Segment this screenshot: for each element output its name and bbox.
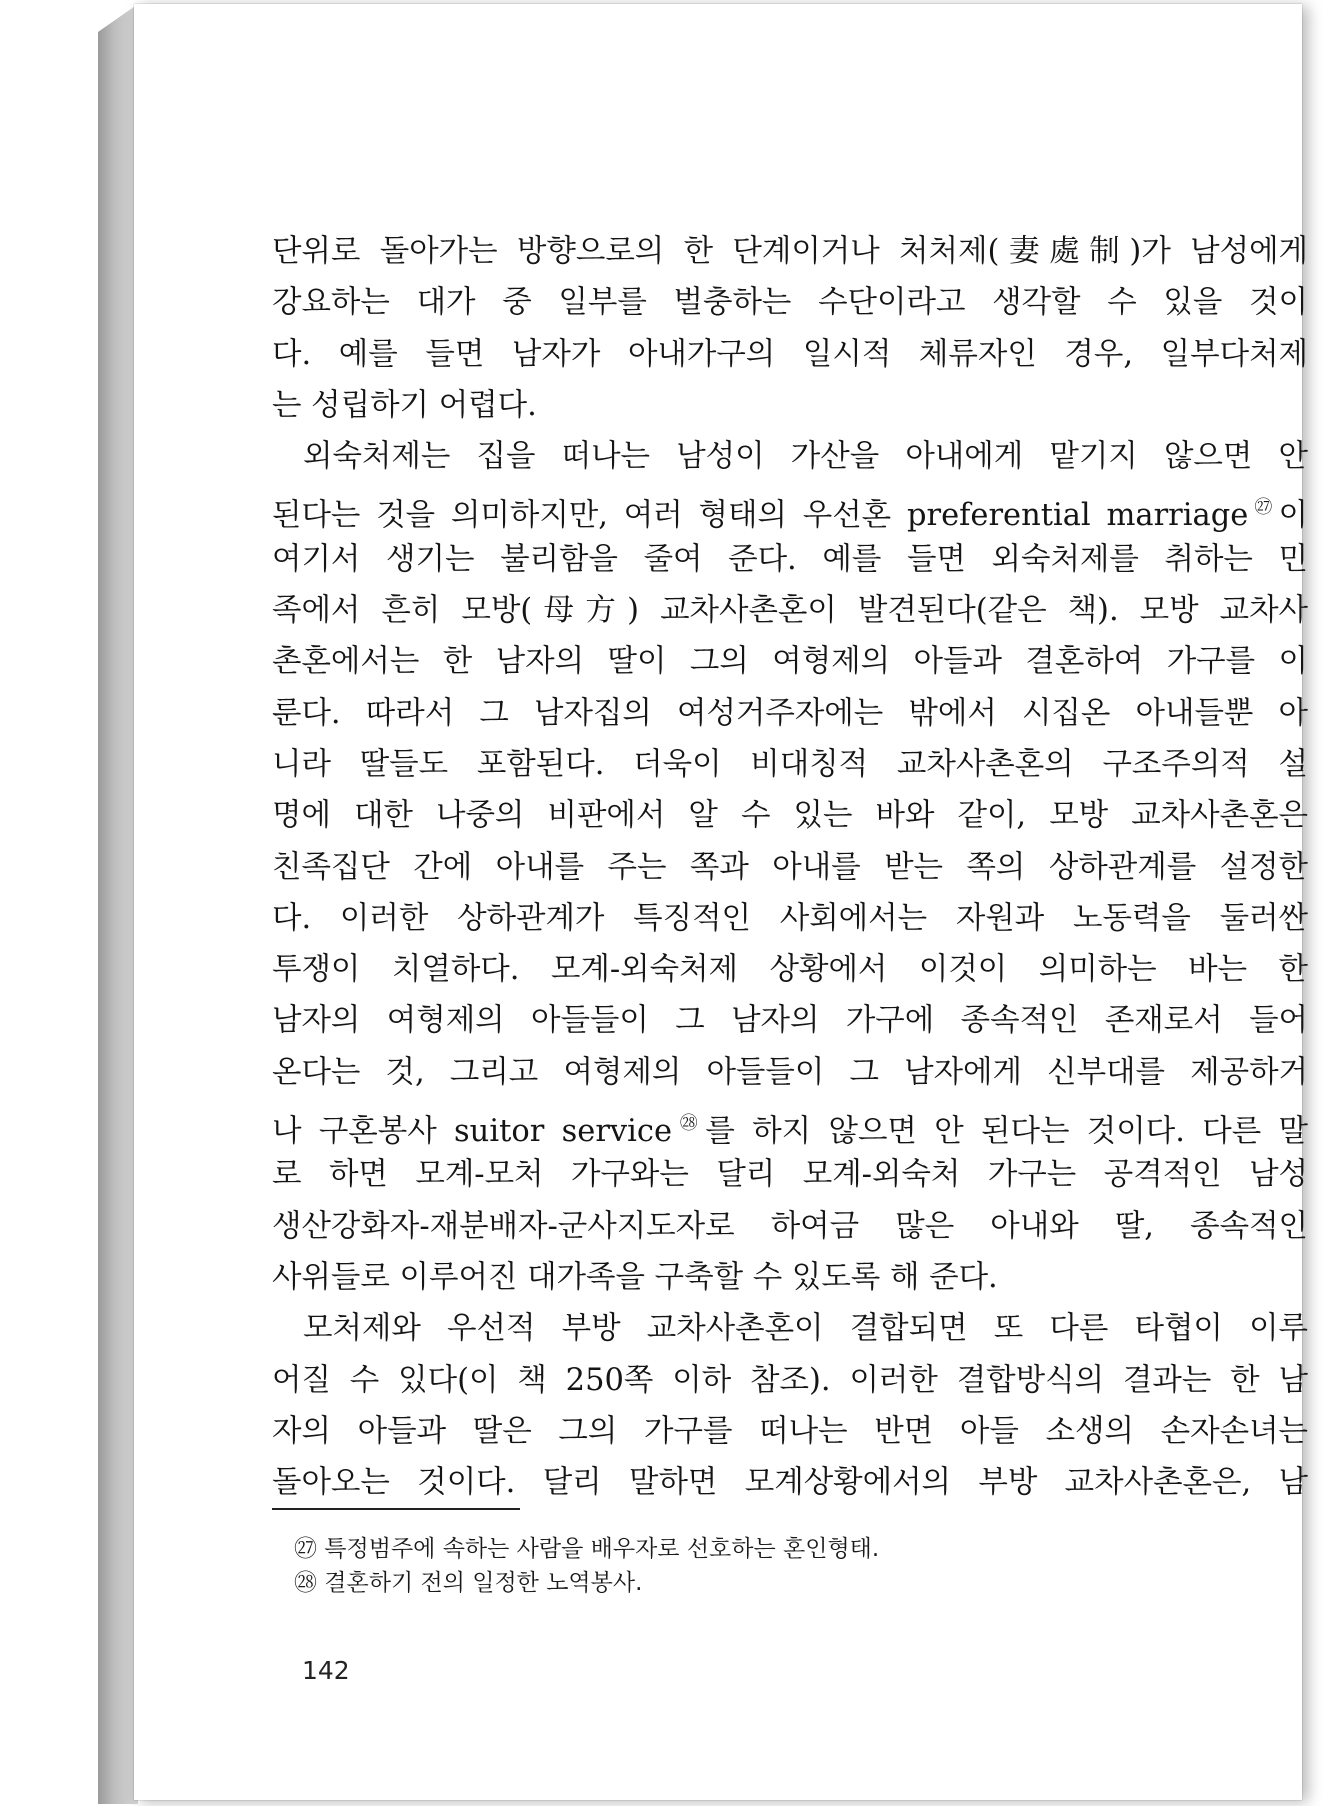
body-line: 사위들로 이루어진 대가족을 구축할 수 있도록 해 준다.: [272, 1259, 998, 1295]
page-number: 142: [302, 1656, 350, 1685]
footnote-28: ㉘ 결혼하기 전의 일정한 노역봉사.: [294, 1570, 643, 1596]
body-line-text: 나 구혼봉사 suitor service: [272, 1114, 673, 1150]
body-line: 촌혼에서는 한 남자의 딸이 그의 여형제의 아들과 결혼하여 가구를 이: [272, 644, 1308, 680]
body-line: 여기서 생기는 불리함을 줄여 준다. 예를 들면 외숙처제를 취하는 민: [272, 541, 1308, 577]
body-line: 룬다. 따라서 그 남자집의 여성거주자에는 밖에서 시집온 아내들뿐 아: [272, 695, 1308, 731]
body-line: 어질 수 있다(이 책 250쪽 이하 참조). 이러한 결합방식의 결과는 한 남: [272, 1362, 1308, 1398]
body-line: 는 성립하기 어렵다.: [272, 387, 537, 423]
body-line: 외숙처제는 집을 떠나는 남성이 가산을 아내에게 맡기지 않으면 안: [303, 439, 1308, 475]
body-line: 명에 대한 나중의 비판에서 알 수 있는 바와 같이, 모방 교차사촌혼은: [272, 798, 1308, 834]
footnote-27: ㉗ 특정범주에 속하는 사람을 배우자로 선호하는 혼인형태.: [294, 1536, 880, 1562]
footnote-divider: [272, 1508, 520, 1510]
body-line: 로 하면 모계-모처 가구와는 달리 모계-외숙처 가구는 공격적인 남성: [272, 1157, 1308, 1193]
body-line-text: 된다는 것을 의미하지만, 여러 형태의 우선혼 preferential marriage: [272, 498, 1249, 534]
footnote-mark-27: ㉗: [1248, 497, 1279, 519]
body-line: 온다는 것, 그리고 여형제의 아들들이 그 남자에게 신부대를 제공하거: [272, 1054, 1308, 1090]
body-line: 투쟁이 치열하다. 모계-외숙처제 상황에서 이것이 의미하는 바는 한: [272, 952, 1308, 988]
footnotes: [294, 1532, 1194, 1600]
body-line: [272, 1098, 1308, 1149]
body-line: 강요하는 대가 중 일부를 벌충하는 수단이라고 생각할 수 있을 것이: [272, 285, 1308, 321]
body-line: 단위로 돌아가는 방향으로의 한 단계이거나 처처제(妻處制)가 남성에게: [272, 234, 1308, 269]
body-line: 다. 이러한 상하관계가 특징적인 사회에서는 자원과 노동력을 둘러싼: [272, 900, 1308, 936]
footnote-mark-28: ㉘: [672, 1113, 706, 1135]
body-line: 니라 딸들도 포함된다. 더욱이 비대칭적 교차사촌혼의 구조주의적 설: [272, 746, 1308, 782]
body-line: 자의 아들과 딸은 그의 가구를 떠나는 반면 아들 소생의 손자손녀는: [272, 1413, 1308, 1449]
body-line: 돌아오는 것이다. 달리 말하면 모계상황에서의 부방 교차사촌혼은, 남: [272, 1465, 1308, 1501]
body-line: 모처제와 우선적 부방 교차사촌혼이 결합되면 또 다른 타협이 이루: [303, 1311, 1308, 1347]
body-line: 남자의 여형제의 아들들이 그 남자의 가구에 종속적인 존재로서 들어: [272, 1003, 1308, 1039]
body-line: 족에서 흔히 모방(母方) 교차사촌혼이 발견된다(같은 책). 모방 교차사: [272, 593, 1308, 629]
body-line-tail: 이: [1278, 498, 1309, 534]
body-line: 생산강화자-재분배자-군사지도자로 하여금 많은 아내와 딸, 종속적인: [272, 1208, 1308, 1244]
body-line-tail: 를 하지 않으면 안 된다는 것이다. 다른 말: [705, 1114, 1308, 1150]
body-text: [272, 226, 1308, 1508]
body-line: 친족집단 간에 아내를 주는 쪽과 아내를 받는 쪽의 상하관계를 설정한: [272, 849, 1308, 885]
body-line: 다. 예를 들면 남자가 아내가구의 일시적 체류자인 경우, 일부다처제: [272, 336, 1308, 372]
body-line: [272, 482, 1308, 533]
book-spine: [98, 4, 138, 1804]
book-page: [134, 4, 1309, 1800]
